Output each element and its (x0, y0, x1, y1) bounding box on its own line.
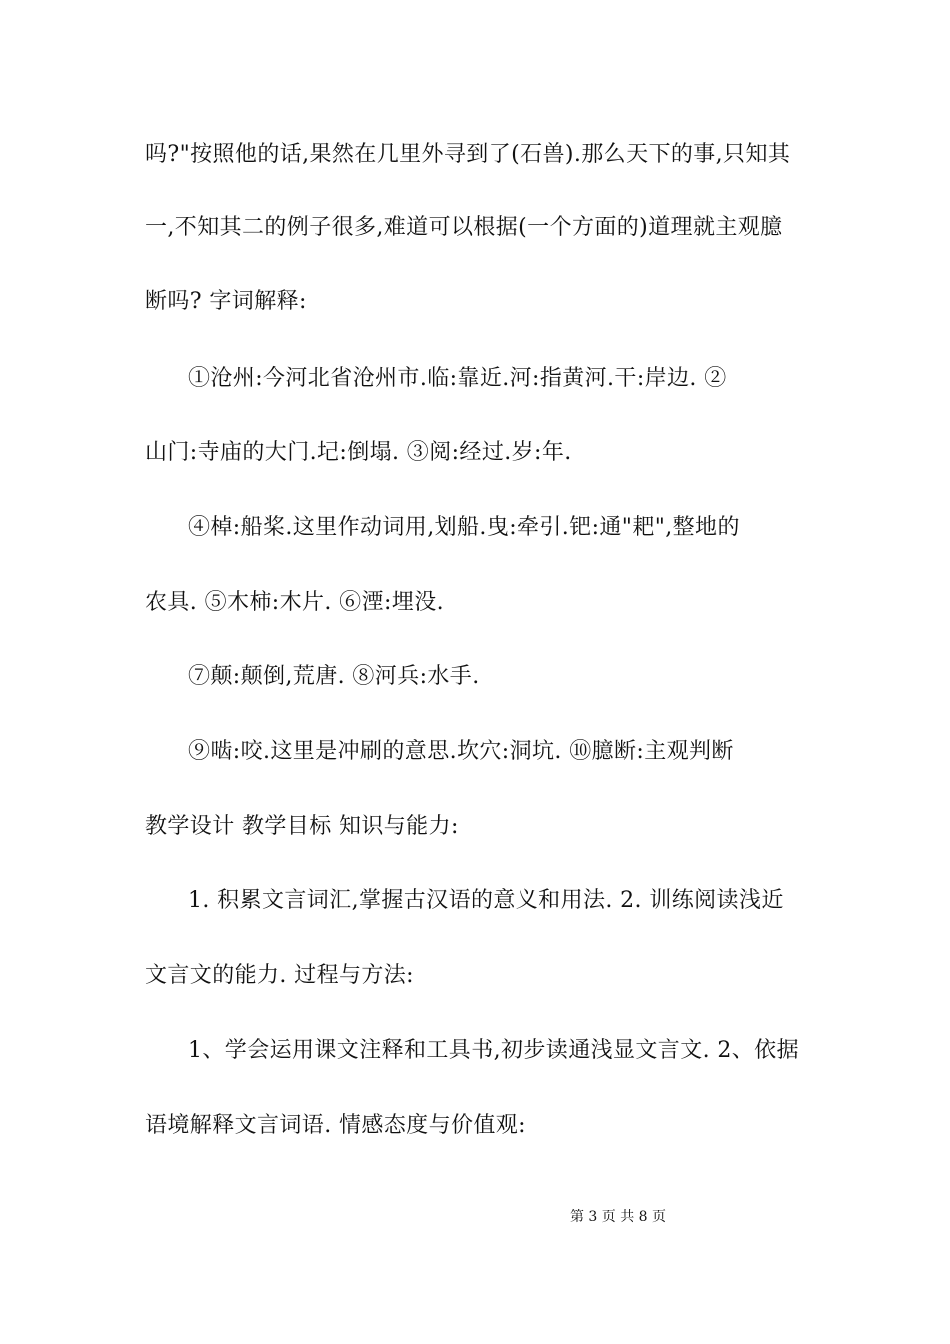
body-line-14: 语境解释文言词语. 情感态度与价值观: (145, 1113, 526, 1138)
body-line-1: 吗?"按照他的话,果然在几里外寻到了(石兽).那么天下的事,只知其 (145, 142, 791, 167)
body-line-10: 教学设计 教学目标 知识与能力: (145, 814, 459, 839)
body-line-5: 山门:寺庙的大门.圮:倒塌. ③阅:经过.岁:年. (145, 440, 572, 465)
page-footer (0, 1207, 950, 1227)
body-line-4: ①沧州:今河北省沧州市.临:靠近.河:指黄河.干:岸边. ② (188, 366, 727, 391)
page-number-label: 第 3 页 共 8 页 (569, 1209, 667, 1225)
body-line-3: 断吗? 字词解释: (145, 289, 307, 314)
body-line-6: ④棹:船桨.这里作动词用,划船.曳:牵引.钯:通"耙",整地的 (188, 515, 740, 540)
body-line-2: 一,不知其二的例子很多,难道可以根据(一个方面的)道理就主观臆 (145, 215, 783, 240)
body-line-9: ⑨啮:咬.这里是冲刷的意思.坎穴:洞坑. ⑩臆断:主观判断 (188, 739, 734, 764)
body-line-11: 1. 积累文言词汇,掌握古汉语的意义和用法. 2. 训练阅读浅近 (188, 888, 784, 913)
body-line-12: 文言文的能力. 过程与方法: (145, 963, 414, 988)
body-line-7: 农具. ⑤木柿:木片. ⑥湮:埋没. (145, 590, 444, 615)
body-line-13: 1、学会运用课文注释和工具书,初步读通浅显文言文. 2、依据 (188, 1038, 799, 1063)
body-line-8: ⑦颠:颠倒,荒唐. ⑧河兵:水手. (188, 664, 480, 689)
